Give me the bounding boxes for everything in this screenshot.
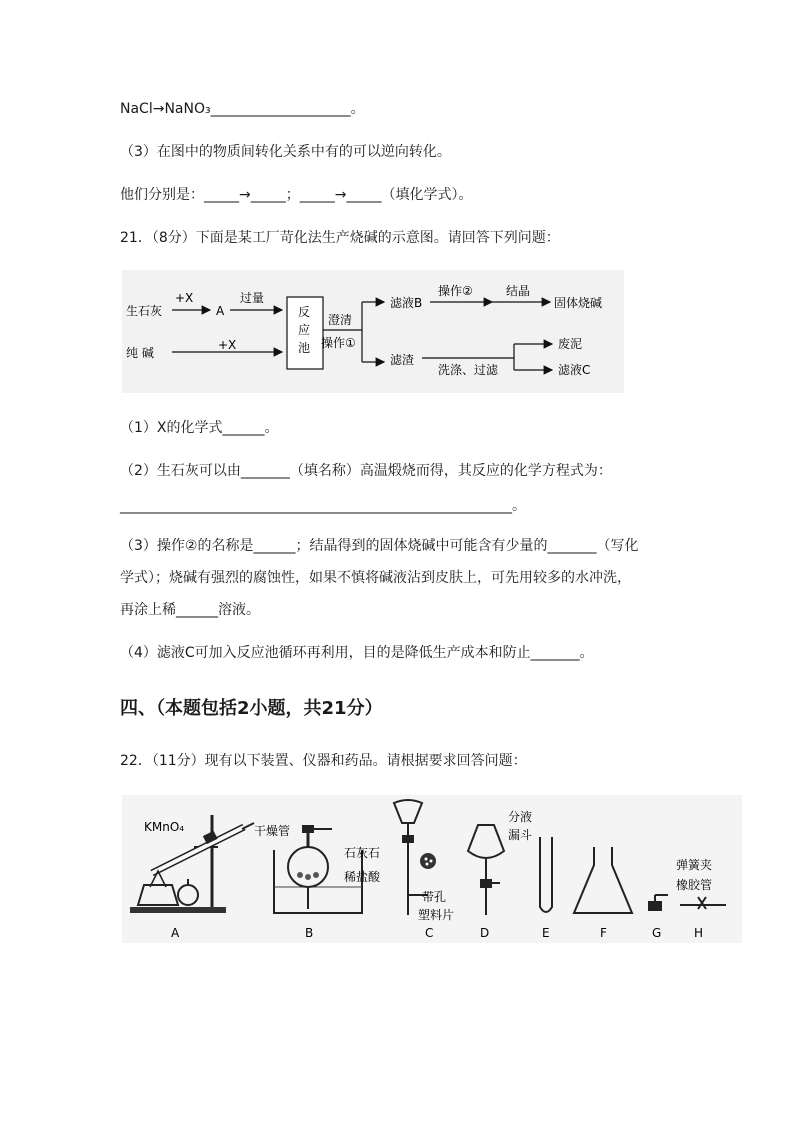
label-feini: 废泥 <box>558 337 583 351</box>
label-a: A <box>171 926 180 940</box>
label-guti-shaojian: 固体烧碱 <box>554 296 603 310</box>
text-line-q3: （3）在图中的物质间转化关系中有的可以逆向转化。 <box>120 144 451 160</box>
label-ganzaoguan: 干燥管 <box>254 824 291 838</box>
question-22-title: 22．（11分）现有以下装置、仪器和药品。请根据要求回答问题： <box>120 753 527 769</box>
label-guoliang: 过量 <box>240 291 265 305</box>
flowchart-svg <box>122 270 624 393</box>
flowchart-figure <box>122 270 624 393</box>
label-h: H <box>694 926 704 940</box>
label-caozuo2: 操作② <box>438 284 473 298</box>
label-a: A <box>216 304 225 318</box>
label-fan: 反 <box>298 305 311 319</box>
label-ying: 应 <box>298 323 311 337</box>
section-heading: 四、（本题包括2小题，共21分） <box>120 698 383 719</box>
text-line-q21-3a: （3）操作②的名称是______；结晶得到的固体烧碱中可能含有少量的_______（写化 <box>120 538 639 554</box>
text-line-equation-blank: ________________________________________________________。 <box>120 498 526 514</box>
label-xiyansuan: 稀盐酸 <box>344 870 381 884</box>
text-line-q21-3b: 学式）；烧碱有强烈的腐蚀性，如果不慎将碱液沾到皮肤上，可先用较多的水冲洗， <box>120 570 631 586</box>
label-g: G <box>652 926 662 940</box>
label-fenye-2: 漏斗 <box>508 828 533 842</box>
label-xidi-guolv: 洗涤、过滤 <box>438 363 499 377</box>
label-shenghuihui: 生石灰 <box>126 304 163 318</box>
label-chi: 池 <box>298 341 311 355</box>
label-lvye-b: 滤液B <box>390 296 423 310</box>
label-xiangjiaoguan: 橡胶管 <box>676 878 713 892</box>
label-f: F <box>600 926 607 940</box>
text-line-q21-2: （2）生石灰可以由_______（填名称）高温煅烧而得，其反应的化学方程式为： <box>120 463 612 479</box>
label-shihuishi: 石灰石 <box>344 846 381 860</box>
text-line-q21-3c: 再涂上稀______溶液。 <box>120 602 260 618</box>
label-c: C <box>425 926 434 940</box>
text-line-q21-1: （1）X的化学式______。 <box>120 420 279 436</box>
label-plus-x2: +X <box>218 338 237 352</box>
question-21-title: 21．（8分）下面是某工厂苛化法生产烧碱的示意图。请回答下列问题： <box>120 230 560 246</box>
apparatus-svg <box>122 795 742 943</box>
text-line-nacl: NaCl→NaNO₃____________________。 <box>120 101 365 117</box>
label-chengqing: 澄清 <box>328 313 353 327</box>
label-lvzha: 滤渣 <box>390 353 415 367</box>
label-jiejing: 结晶 <box>506 284 531 298</box>
label-daikong-2: 塑料片 <box>418 908 455 922</box>
label-plus-x1: +X <box>175 291 194 305</box>
label-e: E <box>542 926 550 940</box>
text-line-answer-blanks: 他们分别是：_____→_____；_____→_____（填化学式）。 <box>120 187 473 203</box>
text-line-q21-4: （4）滤液C可加入反应池循环再利用，目的是降低生产成本和防止_______。 <box>120 645 594 661</box>
label-chunjian: 纯 碱 <box>126 346 154 360</box>
label-fenye-1: 分液 <box>508 810 533 824</box>
label-tanhuangjia: 弹簧夹 <box>676 858 713 872</box>
apparatus-figure <box>122 795 742 943</box>
label-caozuo1: 操作① <box>321 336 356 350</box>
label-lvye-c: 滤液C <box>558 363 591 377</box>
label-daikong-1: 带孔 <box>422 890 447 904</box>
label-d: D <box>480 926 490 940</box>
label-kmno4: KMnO₄ <box>144 820 185 834</box>
label-b: B <box>305 926 314 940</box>
